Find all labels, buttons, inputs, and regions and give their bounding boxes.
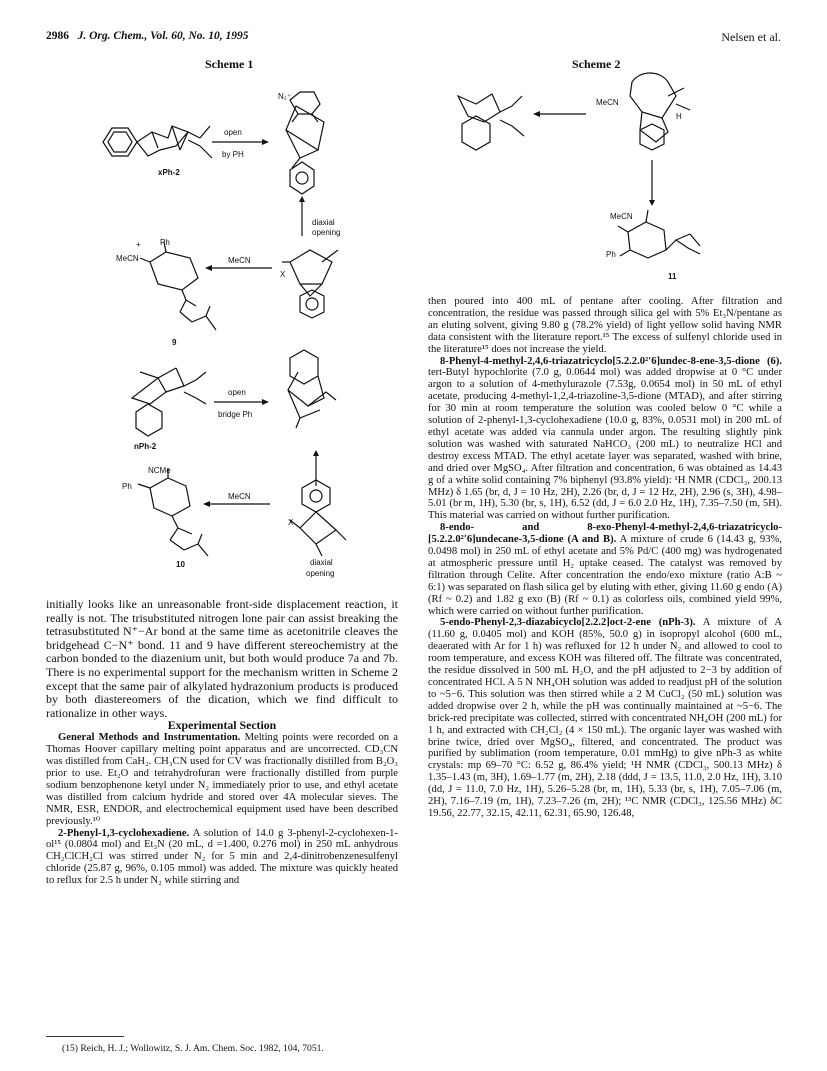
label-open: open — [224, 128, 242, 137]
label-s2-mecn: MeCN — [596, 98, 619, 107]
label-mecn-arrow: MeCN — [228, 256, 251, 265]
label-ncme: NCMe — [148, 466, 171, 475]
label-ph: Ph — [160, 238, 170, 247]
phenylcyclohexadiene-paragraph — [46, 828, 398, 888]
general-methods-text: Melting points were recorded on a Thomas Hoover capillary melting point apparatus and are uncorrected. CD₃CN was distilled from CaH₂. CH₃CN used for CV was fractionally distilled from B₂O₃ prior to use. Et₂O and tetrahydrofuran were fractionally distilled from purple sodium benzophenone ketyl under N₂ immediately prior to use, and ethyl acetate was distilled from calcium hydride and stored over 4A molecular sieves. The NMR, ESR, ENDOR, and electrochemical equipment used have been described previously.¹⁰ — [46, 732, 398, 827]
scheme-2-artwork — [0, 0, 827, 320]
footnote-rule — [46, 1036, 124, 1037]
scheme-2-title: Scheme 2 — [572, 57, 621, 71]
label-compound-11: 11 — [668, 272, 677, 281]
label-n2-plus: N₂⁺ — [278, 92, 292, 101]
journal-citation: J. Org. Chem., Vol. 60, No. 10, 1995 — [77, 30, 249, 42]
footnote-15: (15) Reich, H. J.; Wollowitz, S. J. Am. Chem. Soc. 1982, 104, 7051. — [62, 1043, 324, 1054]
nph3-heading: 5-endo-Phenyl-2,3-diazabicyclo[2.2.2]oct-2-ene (nPh-3). — [440, 617, 696, 629]
label-mecn-arrow2: MeCN — [228, 492, 251, 501]
authors-header: Nelsen et al. — [721, 30, 781, 44]
arrowhead — [313, 450, 319, 456]
scheme-1-title: Scheme 1 — [205, 57, 254, 71]
compound-6-text: tert-Butyl hypochlorite (7.0 g, 0.0644 mol) was added dropwise at 0 °C under argon to a solution of 4-methylurazole (7.53g, 0.0654 mol) in 50 mL of ethyl acetate, producing 4-methyl-1,2,4-triazoline-3,5-dione (MTAD), and after stirring for 30 min at room temperature the solution was cooled below 0 °C while a solution of 2-phenyl-1,3-cyclohexadiene (10.0 g, 83%, 0.0531 mol) in 200 mL of ethyl acetate was added via cannula under argon. The resulting slightly pink solution was washed with saturated NaHCO₃ (200 mL) to neutralize HCl and destroy excess MTAD. The ethyl acetate layer was separated, washed with brine, and dried over MgSO₄. After filtration and concentration, 6 was obtained as 14.43 g of a white solid containing 7% biphenyl (93.8% yield): ¹H NMR (CDCl₃, 200.13 MHz) δ 1.65 (br, d, J = 10 Hz, 2H), 2.26 (br, d, J = 12 Hz, 2H), 2.96 (s, 3H), 4.98–5.01 (br m, 1H), 5.30 (br, s, 1H), 6.52 (dd, J = 6.0 2.0 Hz, 1H), 7.35–7.50 (m, 5H). This material was carried on without further purification. — [428, 367, 782, 522]
left-column — [46, 598, 398, 887]
label-s2-h: H — [676, 112, 682, 121]
arrowhead — [533, 111, 540, 117]
arrowhead — [203, 501, 210, 507]
phenylcyclohexadiene-text: A solution of 14.0 g 3-phenyl-2-cyclohexen-1-ol¹⁵ (0.0804 mol) and Et₃N (20 mL, d =1.400, 0.276 mol) in 250 mL anhydrous CH₂ClCH₂Cl was stirred under N₂ for 5 min and 2,4-dinitrobenzenesulfenyl chloride (25.87 g, 96%, 0.105 mmol) was added. The mixture was quickly heated to reflux for 2.5 h under N₂ while stirring and — [46, 827, 398, 887]
nph3-text: A mixture of A (11.60 g, 0.0405 mol) and KOH (85%, 50.0 g) in isopropyl alcohol (600 mL, deaerated with Ar for 1 h) was refluxed for 12 h under N₂ and allowed to cool to room temperature, and excess KOH was filtered off. The filtrate was concentrated, the residue dissolved in 500 mL H₂O, and the pH adjusted to 2−3 by addition of concentrated HCl. A 5 N NH₄OH solution was added to readjust pH of the solution to ~5−6. This solution was then stirred while a 2 M CuCl₂ (50 mL) solution was added dropwise over 2 h, while the pH was continually maintained at ~5−6. The brick-red precipitate was collected, stirred with concentrated NH₄OH (200 mL) for 1 h, and extracted with CH₂Cl₂ (4 × 150 mL). The organic layer was washed with brine twice, dried over MgSO₄, filtered, and concentrated. The product was purified by sublimation (room temperature, 0.01 mmHg) to give nPh-3 as white crystals: mp 69–70 °C: 6.52 g, 86.4% yield; ¹H NMR (CDCl₃, 500.13 MHz) δ 1.35–1.43 (m, 3H), 1.69–1.77 (m, 2H), 2.18 (ddd, J = 13.5, 11.0, 2.0 Hz, 1H), 3.10 (dd, J = 11.0, 7.0 Hz, 1H), 5.26–5.28 (br, m, 1H), 5.33 (br, s, 1H), 7.05–7.06 (m, 2H), 7.16–7.19 (m, 1H), 7.23–7.26 (m, 2H); ¹³C NMR (CDCl₃, 125.56 MHz) δC 19.56, 22.77, 32.15, 42.11, 62.31, 65.90, 126.48, — [428, 617, 782, 819]
compounds-ab-paragraph — [428, 522, 782, 617]
label-compound-10: 10 — [176, 560, 185, 569]
arrowhead — [649, 200, 655, 206]
label-opening2: opening — [306, 569, 335, 578]
compounds-ab-heading: 8-endo- and 8-exo-Phenyl-4-methyl-2,4,6-triazatricyclo-[5.2.2.0²ʹ6]undecane-3,5-dione (A and B). — [428, 522, 782, 546]
label-open2: open — [228, 388, 246, 397]
label-s2-mecn-plus: MeCN — [610, 212, 633, 221]
nph2-structure — [132, 368, 206, 436]
page-number: 2986 — [46, 30, 69, 42]
label-ph2: Ph — [122, 482, 132, 491]
label-diaxial2: diaxial — [310, 558, 333, 567]
bridged-diazenium-structure — [288, 350, 336, 428]
continued-paragraph: then poured into 400 mL of pentane after cooling. After filtration and concentration, the residue was passed through silica gel with 5% Et₃N/pentane as an eluting solvent, giving 9.80 g (78.2% yield) of light yellow solid having NMR data consistent with the literature report.¹⁵ The excess of sulfenyl chloride used in the literature¹⁵ does not increase the yield. — [428, 296, 782, 355]
general-methods-paragraph — [46, 732, 398, 827]
intermediate-x2-structure — [290, 480, 346, 556]
label-plus: + — [136, 240, 141, 249]
arrowhead — [262, 399, 269, 405]
label-xph2: xPh-2 — [158, 168, 180, 177]
nph3-paragraph — [428, 617, 782, 819]
general-methods-heading: General Methods and Instrumentation. — [58, 732, 241, 744]
label-by-ph: by PH — [222, 150, 244, 159]
label-diaxial: diaxial — [312, 218, 335, 227]
label-x2: X — [288, 518, 294, 527]
scheme2-start-structure — [458, 94, 524, 150]
section-title: Experimental Section — [167, 718, 277, 733]
compound-10-structure — [138, 468, 208, 556]
label-mecn-sub: MeCN — [116, 254, 139, 263]
right-column — [428, 296, 782, 820]
compound-6-paragraph — [428, 356, 782, 523]
label-s2-ph: Ph — [606, 250, 616, 259]
label-compound-9: 9 — [172, 338, 177, 347]
label-opening: opening — [312, 228, 341, 237]
discussion-paragraph: initially looks like an unreasonable front-side displacement reaction, it really is not. The trisubstituted nitrogen lone pair can assist breaking the tetrasubstituted N⁺−Ar bond at the same time as acetonitrile cleaves the bridgehead C−N⁺ bond. 11 and 9 have different stereochemistry at the carbon bonded to the diazenium unit, but both would produce 7a and 7b. There is no experimental support for the mechanism written in Scheme 2 except that the same pair of alkylated hydrazonium products is produced by both diastereomers of the dication, which we find difficult to rationalize in other ways. — [46, 597, 398, 720]
label-nph2: nPh-2 — [134, 442, 157, 451]
compounds-ab-text: A mixture of crude 6 (14.43 g, 93%, 0.0498 mol) in 250 mL of ethyl acetate and 5% Pd/C (400 mg) was hydrogenated at atmospheric pressure until H₂ uptake ceased. The catalyst was removed by filtration through Celite. After concentration the endo/exo mixture (ratio A:B ~ 6:1) was separated on flash silica gel by eluting with ether, giving 11.60 g endo (A) (Rf ~ 0.2) and 1.82 g exo (B) (Rf ~ 0.1) as colorless oils, combined yield 99%, which were carried on without further purification. — [428, 534, 782, 617]
phenylcyclohexadiene-heading: 2-Phenyl-1,3-cyclohexadiene. — [58, 827, 190, 839]
compound-6-heading: 8-Phenyl-4-methyl-2,4,6-triazatricyclo[5.2.2.0²ʹ6]undec-8-ene-3,5-dione (6). — [440, 355, 782, 367]
label-x: X — [280, 270, 286, 279]
label-bridge-ph: bridge Ph — [218, 410, 253, 419]
